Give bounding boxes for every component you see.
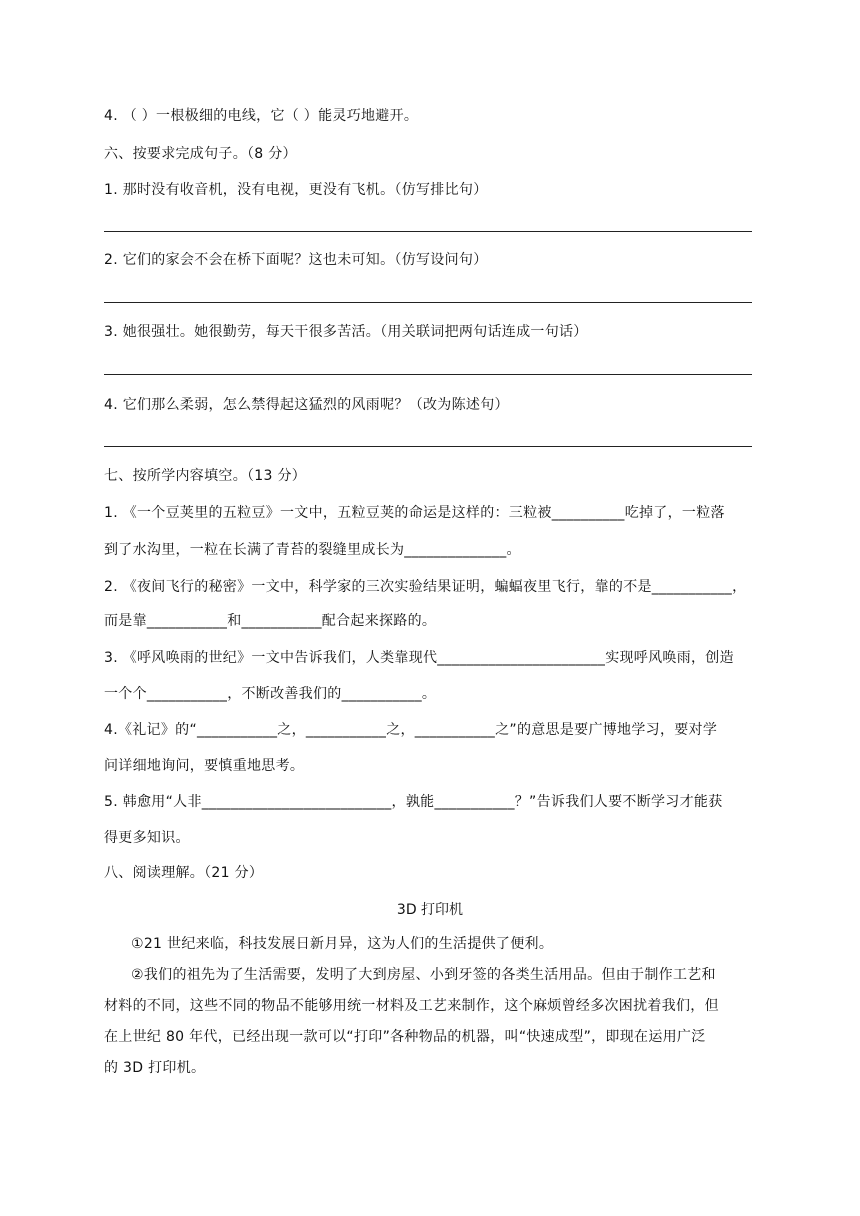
s7-question-2-line-1: 2. 《夜间飞行的秘密》一文中，科学家的三次实验结果证明，蝙蝠夜里飞行，靠的不是___________， (104, 579, 747, 595)
section-7-heading: 七、按所学内容填空。（13 分） (104, 468, 307, 484)
section-6-heading: 六、按要求完成句子。（8 分） (104, 146, 297, 162)
s6-question-4: 4. 它们那么柔弱，怎么禁得起这猛烈的风雨呢？（改为陈述句） (104, 397, 509, 413)
answer-line-1 (104, 231, 752, 232)
s7-question-2-line-2: 而是靠___________和___________配合起来探路的。 (104, 613, 437, 629)
reading-paragraph-2-line-3: 在上世纪 80 年代，已经出现一款可以“打印”各种物品的机器，叫“快速成型”，即现在运用广泛 (104, 1029, 706, 1045)
s7-question-3-line-2: 一个个___________，不断改善我们的___________。 (104, 686, 437, 702)
section-8-heading: 八、阅读理解。（21 分） (104, 865, 264, 881)
s6-question-2: 2. 它们的家会不会在桥下面呢？这也未可知。（仿写设问句） (104, 252, 488, 268)
reading-paragraph-2-line-1: ②我们的祖先为了生活需要，发明了大到房屋、小到牙签的各类生活用品。但由于制作工艺和 (131, 967, 716, 983)
s7-question-4-line-1: 4.《礼记》的“___________之，___________之，___________之”的意思是要广博地学习，要对学 (104, 722, 718, 738)
reading-paragraph-1: ①21 世纪来临，科技发展日新月异，这为人们的生活提供了便利。 (131, 936, 554, 952)
answer-line-4 (104, 446, 752, 447)
s7-question-5-line-1: 5. 韩愈用“人非__________________________，孰能___________？”告诉我们人要不断学习才能获 (104, 794, 723, 810)
s7-question-1-line-1: 1. 《一个豆荚里的五粒豆》一文中，五粒豆荚的命运是这样的：三粒被__________吃掉了，一粒落 (104, 505, 725, 521)
s7-question-3-line-1: 3. 《呼风唤雨的世纪》一文中告诉我们，人类靠现代_______________________实现呼风唤雨，创造 (104, 650, 734, 666)
answer-line-2 (104, 302, 752, 303)
s6-question-3: 3. 她很强壮。她很勤劳，每天干很多苦活。（用关联词把两句话连成一句话） (104, 324, 588, 340)
s7-question-5-line-2: 得更多知识。 (104, 830, 190, 846)
reading-title: 3D 打印机 (396, 902, 464, 918)
question-4-line: 4. （ ）一根极细的电线，它（ ）能灵巧地避开。 (104, 108, 419, 124)
s7-question-4-line-2: 问详细地询问，要慎重地思考。 (104, 758, 305, 774)
s6-question-1: 1. 那时没有收音机，没有电视，更没有飞机。（仿写排比句） (104, 182, 488, 198)
answer-line-3 (104, 374, 752, 375)
reading-paragraph-2-line-4: 的 3D 打印机。 (104, 1060, 206, 1076)
s7-question-1-line-2: 到了水沟里，一粒在长满了青苔的裂缝里成长为______________。 (104, 542, 521, 558)
reading-paragraph-2-line-2: 材料的不同，这些不同的物品不能够用统一材料及工艺来制作，这个麻烦曾经多次困扰着我们，但 (104, 998, 719, 1014)
